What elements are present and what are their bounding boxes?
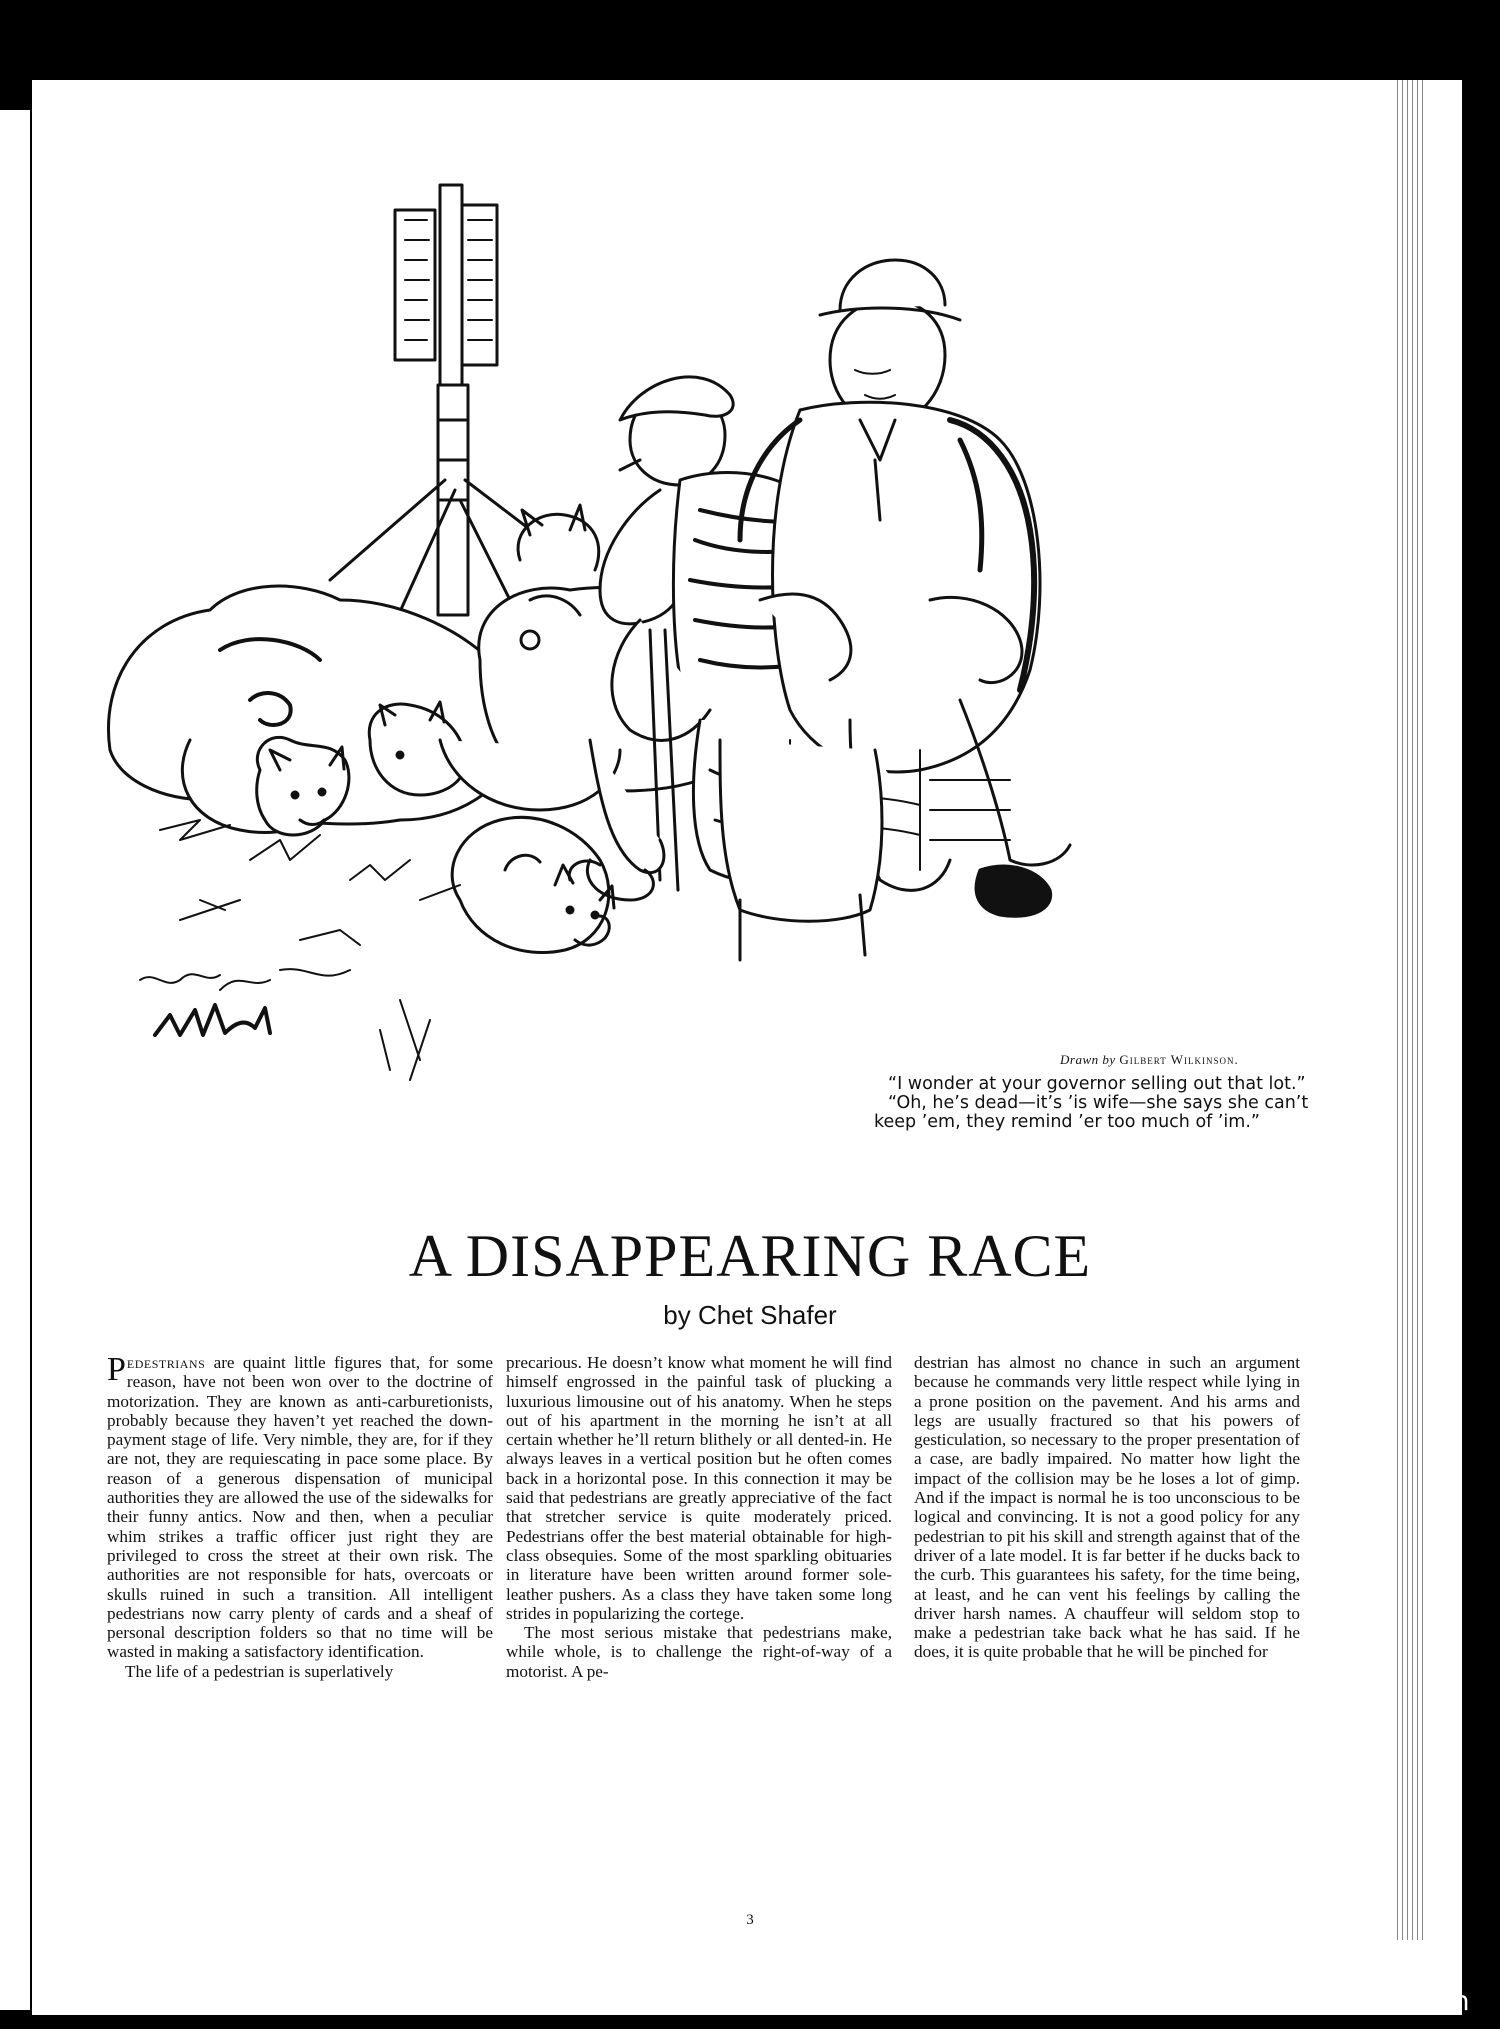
page-stack-edge [1395,80,1423,1940]
caption-line-2: “Oh, he’s dead—it’s ’is wife—she says she can’t keep ’em, they remind ’er too much of ’im.” [874,1093,1309,1132]
paragraph: The most serious mistake that pedestrians make, while whole, is to challenge the right-of-way of a motorist. A pe- [506,1623,892,1681]
text-column-2 [506,1353,892,1681]
credit-name: Gilbert Wilkinson. [1119,1052,1239,1067]
illustration-caption [874,1075,1314,1132]
page-number: 3 [746,1912,754,1928]
straw-ground-drawing [140,820,460,1080]
lead-word: edestrians [126,1353,206,1372]
watermark: comicbooks.com [1236,1986,1470,2017]
paragraph: destrian has almost no chance in such an argument because he commands very little respect while lying in a prone position on the pavement. And his arms and legs are usually fractured so that his powers of gesticulation, so necessary to the proper presentation of a case, are badly impaired. No matter how light the impact of the collision may be he loses a lot of gimp. And if the impact is normal he is too unconscious to be logical and convincing. It is not a good policy for any pedestrian to pit his skill and strength against that of the driver of a late model. It is far better if he ducks back to the curb. This guarantees his safety, for the time being, at least, and he can vent his feelings by calling the driver harsh names. A chauffeur will seldom stop to make a pedestrian take back what he has said. If he does, it is quite probable that he will be pinched for [914,1353,1300,1662]
illustration-credit [1060,1052,1239,1068]
caption-line-1: “I wonder at your governor selling out that lot.” [888,1074,1306,1094]
text-column-3 [914,1353,1300,1662]
paragraph-text: are quaint little figures that, for some reason, have not been won over to the doctrine of motorization. They are known as anti-carburetionists, probably because they haven’t yet reached the down-payment stage of life. Very nimble, they are, for if they are not, they are requiescating in pace some place. By reason of a generous dispensation of municipal authorities they are allowed the use of the sidewalks for their funny antics. Now and then, when a peculiar whim strikes a traffic officer just right they are privileged to cross the street at their own risk. The authorities are not responsible for hats, overcoats or skulls ruined in such a transition. All intelligent pedestrians now carry plenty of cards and a sheaf of personal description folders so that no time will be wasted in making a satisfactory identification. [107,1353,493,1662]
drop-cap: P [107,1351,126,1388]
facing-page-edge [0,110,33,2010]
article-title: A DISAPPEARING RACE [408,1223,1092,1289]
paragraph [107,1353,493,1662]
artist-signature [155,1005,270,1035]
stool-drawing [720,740,1010,960]
article-byline: by Chet Shafer [663,1300,837,1330]
text-column-1 [107,1353,493,1681]
paragraph: The life of a pedestrian is superlatively [125,1661,394,1681]
paragraph: precarious. He doesn’t know what moment he will find himself engrossed in the painful task of plucking a luxurious limousine out of his anatomy. When he steps out of his apartment in the morning he isn’t at all certain whether he’ll return blithely or all dented-in. He always leaves in a vertical position but he often comes back in a horizontal pose. In this connection it may be said that pedestrians are greatly appreciative of the fact that stretcher service is quite moderately priced. Pedestrians offer the best material obtainable for high-class obsequies. Some of the most sparkling obituaries in literature have been written around former sole-leather pushers. As a class they have taken some long strides in popularizing the cortege. [506,1353,892,1623]
credit-prefix: Drawn by [1060,1052,1116,1067]
